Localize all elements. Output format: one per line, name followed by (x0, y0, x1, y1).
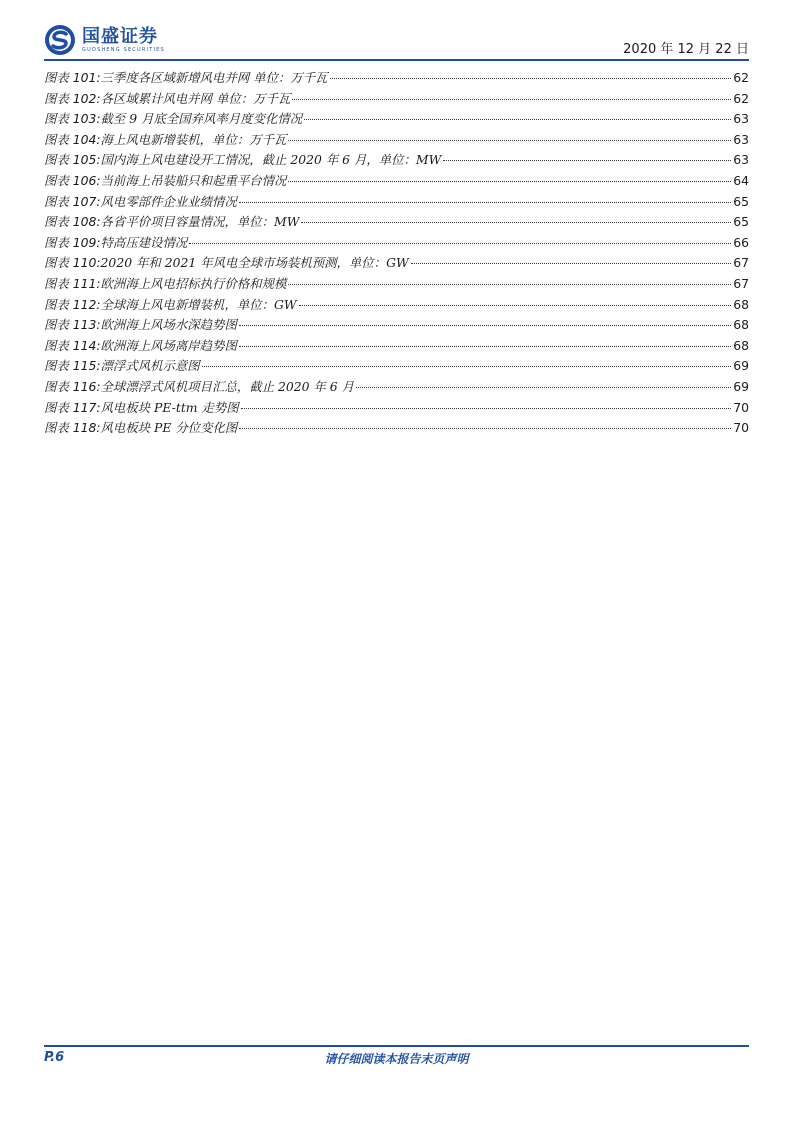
toc-entry-page: 69 (733, 378, 749, 394)
toc-entry-title: 风电板块 PE 分位变化图 (100, 420, 238, 436)
toc-entry-page: 70 (733, 420, 749, 436)
toc-entry[interactable] (44, 315, 749, 336)
toc-entry-page: 65 (733, 214, 749, 230)
toc-dot-leader (239, 325, 731, 326)
toc-dot-leader (356, 387, 731, 388)
toc-entry-label: 图表 118: (44, 420, 101, 436)
toc-entry[interactable] (44, 274, 749, 295)
brand-logo-icon (44, 24, 76, 56)
toc-entry[interactable] (44, 233, 749, 254)
toc-entry-title: 三季度各区域新增风电并网 单位：万千瓦 (100, 70, 328, 85)
toc-entry-page: 64 (733, 172, 749, 188)
toc-entry-title: 国内海上风电建设开工情况，截止 2020 年 6 月，单位：MW (100, 152, 442, 168)
toc-entry[interactable] (44, 336, 749, 357)
toc-entry[interactable] (44, 68, 749, 89)
toc-entry[interactable] (44, 295, 749, 316)
toc-entry-page: 68 (733, 296, 749, 312)
brand-name-en: GUOSHENG SECURITIES (82, 46, 165, 53)
toc-entry-title: 全球漂浮式风机项目汇总，截止 2020 年 6 月 (100, 378, 354, 394)
toc-entry-label: 图表 101: (44, 70, 101, 85)
toc-entry-title: 风电板块 PE-ttm 走势图 (100, 399, 239, 415)
toc-entry[interactable] (44, 418, 749, 439)
toc-entry-label: 图表 108: (44, 214, 101, 230)
toc-entry-label: 图表 105: (44, 152, 101, 168)
toc-dot-leader (288, 140, 731, 141)
toc-entry-title: 全球海上风电新增装机，单位：GW (100, 296, 297, 312)
toc-dot-leader (292, 99, 731, 100)
toc-dot-leader (304, 119, 731, 120)
toc-entry[interactable] (44, 109, 749, 130)
toc-entry-title: 2020 年和 2021 年风电全球市场装机预测，单位：GW (100, 255, 409, 271)
toc-dot-leader (411, 263, 732, 264)
toc-entry-label: 图表 111: (44, 275, 101, 291)
toc-entry-label: 图表 104: (44, 131, 101, 147)
toc-entry-page: 68 (733, 337, 749, 353)
toc-entry-label: 图表 113: (44, 317, 101, 333)
toc-entry[interactable] (44, 253, 749, 274)
toc-entry-title: 截至 9 月底全国弃风率月度变化情况 (100, 111, 303, 127)
toc-entry-label: 图表 117: (44, 399, 101, 415)
toc-entry-page: 63 (733, 111, 749, 127)
toc-entry-page: 62 (733, 70, 749, 85)
toc-entry-page: 62 (733, 90, 749, 106)
toc-entry-title: 漂浮式风机示意图 (100, 358, 200, 374)
toc-entry-label: 图表 110: (44, 255, 101, 271)
toc-entry-label: 图表 106: (44, 172, 101, 188)
toc-dot-leader (288, 181, 731, 182)
toc-entry-label: 图表 109: (44, 234, 101, 250)
toc-entry-title: 欧洲海上风场离岸趋势图 (100, 337, 237, 353)
toc-dot-leader (239, 202, 731, 203)
toc-entry-label: 图表 103: (44, 111, 101, 127)
toc-entry-page: 66 (733, 234, 749, 250)
toc-entry[interactable] (44, 150, 749, 171)
toc-dot-leader (288, 284, 731, 285)
toc-dot-leader (239, 428, 731, 429)
report-date: 2020 年 12 月 22 日 (623, 42, 749, 57)
toc-entry-page: 68 (733, 317, 749, 333)
toc-entry[interactable] (44, 356, 749, 377)
toc-entry-page: 67 (733, 275, 749, 291)
toc-entry-title: 欧洲海上风电招标执行价格和规模 (100, 275, 287, 291)
toc-entry-title: 风电零部件企业业绩情况 (100, 193, 237, 209)
toc-dot-leader (241, 408, 732, 409)
toc-dot-leader (239, 346, 731, 347)
toc-entry[interactable] (44, 398, 749, 419)
toc-entry-page: 63 (733, 131, 749, 147)
toc-entry-title: 各区域累计风电并网 单位：万千瓦 (100, 90, 291, 106)
toc-entry[interactable] (44, 89, 749, 110)
toc-entry[interactable] (44, 192, 749, 213)
toc-entry[interactable] (44, 171, 749, 192)
toc-entry-page: 69 (733, 358, 749, 374)
toc-entry[interactable] (44, 130, 749, 151)
page-number: P.6 (44, 1050, 65, 1065)
toc-dot-leader (443, 160, 731, 161)
toc-dot-leader (301, 222, 731, 223)
disclaimer-note: 请仔细阅读本报告末页声明 (324, 1052, 469, 1066)
toc-entry-label: 图表 115: (44, 358, 101, 374)
toc-entry-page: 70 (733, 399, 749, 415)
brand-name-cn: 国盛证券 (82, 25, 158, 47)
toc-entry-page: 63 (733, 152, 749, 168)
toc-dot-leader (330, 78, 732, 79)
toc-entry-page: 67 (733, 255, 749, 271)
toc-entry-title: 海上风电新增装机，单位：万千瓦 (100, 131, 287, 147)
table-of-figures (44, 68, 749, 439)
toc-entry-label: 图表 102: (44, 90, 101, 106)
footer-divider (44, 1045, 749, 1047)
toc-entry-title: 欧洲海上风场水深趋势图 (100, 317, 237, 333)
toc-dot-leader (189, 243, 731, 244)
toc-entry-title: 各省平价项目容量情况，单位：MW (100, 214, 300, 230)
toc-dot-leader (299, 305, 732, 306)
toc-entry[interactable] (44, 377, 749, 398)
toc-entry-label: 图表 107: (44, 193, 101, 209)
header-divider (44, 59, 749, 61)
page-header (0, 0, 793, 62)
toc-entry[interactable] (44, 212, 749, 233)
toc-entry-title: 特高压建设情况 (100, 234, 188, 250)
toc-entry-page: 65 (733, 193, 749, 209)
toc-entry-label: 图表 114: (44, 337, 101, 353)
toc-entry-label: 图表 112: (44, 296, 101, 312)
toc-entry-label: 图表 116: (44, 378, 101, 394)
toc-entry-title: 当前海上吊装船只和起重平台情况 (100, 172, 287, 188)
brand-logo (44, 24, 165, 56)
toc-dot-leader (202, 366, 732, 367)
